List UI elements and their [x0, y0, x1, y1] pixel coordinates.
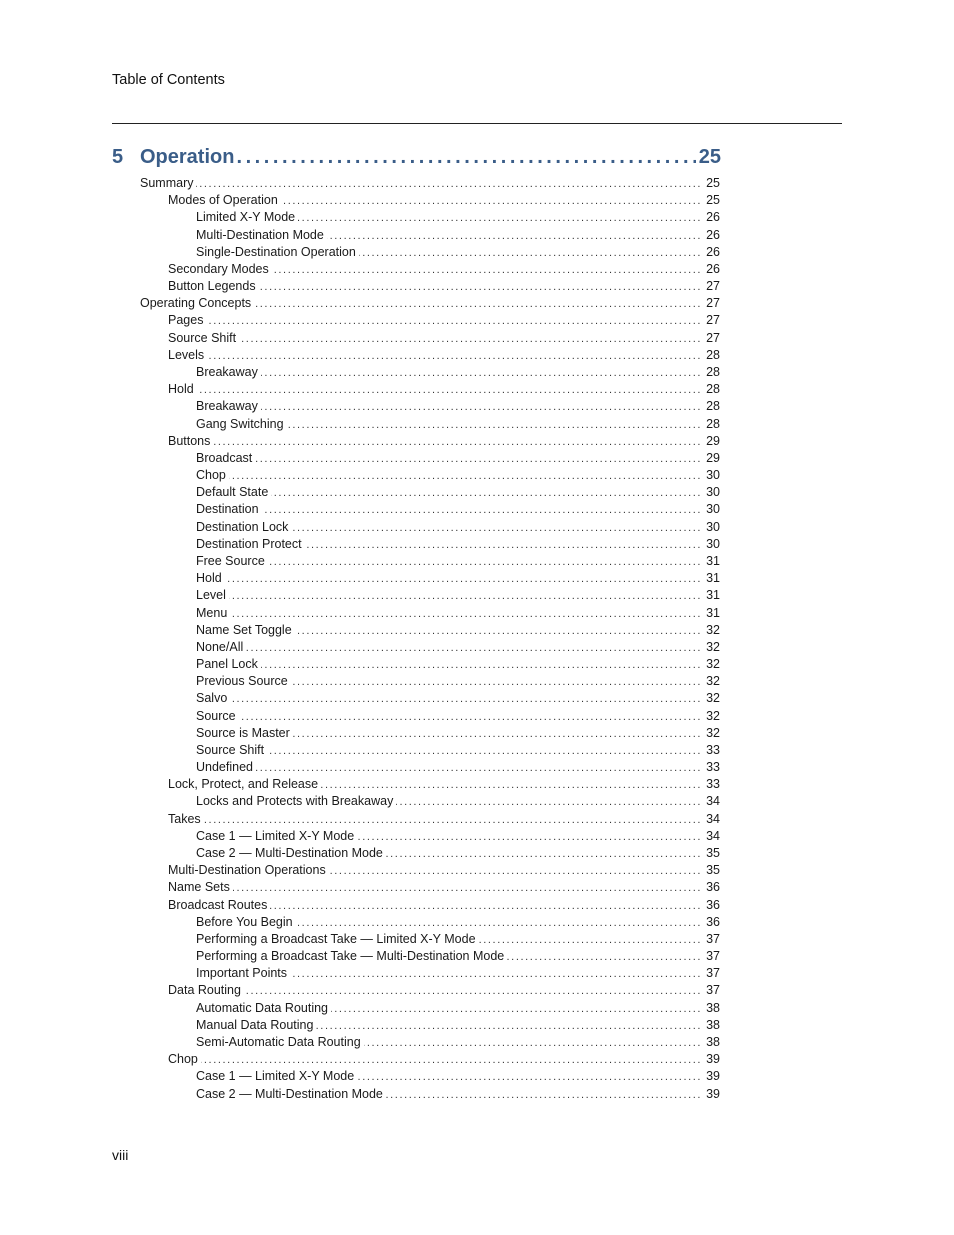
toc-entry[interactable]	[196, 1017, 720, 1034]
toc-entry[interactable]	[196, 656, 720, 673]
toc-entry-title: Important Points	[196, 966, 288, 981]
toc-entry[interactable]	[168, 982, 720, 999]
toc-entry-title: Pages	[168, 313, 204, 328]
toc-entry[interactable]	[196, 416, 720, 433]
toc-entry-page: 31	[706, 588, 720, 603]
dot-leader	[207, 348, 702, 364]
dot-leader	[270, 898, 702, 914]
dot-leader	[507, 949, 702, 965]
dot-leader	[329, 863, 702, 879]
toc-entry[interactable]	[196, 605, 720, 622]
toc-entry-title: Destination	[196, 502, 259, 517]
toc-entry[interactable]	[196, 759, 720, 776]
dot-leader	[364, 1035, 702, 1051]
toc-entry-title: Source	[196, 708, 236, 723]
toc-entry-title: Broadcast Routes	[168, 897, 268, 912]
dot-leader	[229, 468, 702, 484]
toc-entry[interactable]	[196, 639, 720, 656]
toc-entry-page: 25	[706, 176, 720, 190]
toc-entry-title: Source is Master	[196, 725, 290, 740]
toc-entry-page: 30	[706, 519, 720, 534]
toc-entry-page: 37	[706, 966, 720, 981]
chapter-page: 25	[698, 146, 721, 168]
toc-entry-page: 32	[706, 639, 720, 654]
toc-entry-title: Gang Switching	[196, 416, 284, 431]
toc-entry-page: 32	[706, 657, 720, 672]
toc-entry[interactable]	[196, 209, 720, 226]
toc-entry[interactable]	[196, 450, 720, 467]
dot-leader	[213, 434, 702, 450]
toc-entry-page: 39	[706, 1086, 720, 1101]
toc-entry[interactable]	[168, 879, 720, 896]
toc-entry-title: Menu	[196, 605, 228, 620]
dot-leader	[230, 606, 702, 622]
toc-entry-title: Semi-Automatic Data Routing	[196, 1035, 361, 1049]
toc-entry-page: 34	[706, 828, 720, 843]
toc-entry-page: 28	[706, 347, 720, 362]
toc-entry-page: 33	[706, 742, 720, 757]
dot-leader	[290, 966, 702, 982]
dot-leader	[267, 743, 702, 759]
dot-leader	[262, 502, 703, 518]
toc-entry[interactable]	[196, 793, 720, 810]
toc-entry-page: 33	[706, 777, 720, 792]
toc-entry-title: Case 1 — Limited X-Y Mode	[196, 1069, 355, 1084]
dot-leader	[261, 399, 702, 415]
toc-entry-page: 33	[706, 760, 720, 775]
toc-entry-page: 35	[706, 863, 720, 878]
toc-entry-title: Levels	[168, 347, 205, 362]
toc-entry-title: Takes	[168, 811, 201, 826]
dot-leader	[244, 983, 702, 999]
toc-entry-page: 27	[706, 330, 720, 345]
toc-entry[interactable]	[196, 364, 720, 381]
toc-entry-title: Manual Data Routing	[196, 1017, 314, 1032]
toc-entry[interactable]	[196, 622, 720, 639]
dot-leader	[293, 726, 702, 742]
toc-entry-title: Case 1 — Limited X-Y Mode	[196, 828, 355, 843]
toc-entry[interactable]	[196, 725, 720, 742]
toc-entry-page: 26	[706, 210, 720, 225]
toc-entry-page: 28	[706, 416, 720, 431]
dot-leader	[236, 144, 695, 170]
dot-leader	[229, 588, 702, 604]
toc-entry-page: 37	[706, 983, 720, 998]
toc-entry[interactable]	[196, 227, 720, 244]
toc-entry-title: Chop	[168, 1052, 198, 1067]
toc-entry[interactable]	[196, 1000, 720, 1017]
toc-entry[interactable]	[196, 587, 720, 604]
toc-entry-title: Panel Lock	[196, 657, 258, 672]
dot-leader	[239, 331, 702, 347]
toc-entry-title: Previous Source	[196, 674, 288, 689]
page-folio: viii	[112, 1147, 129, 1163]
toc-entry-page: 30	[706, 468, 720, 483]
toc-entry-title: Before You Begin	[196, 914, 293, 929]
dot-leader	[359, 245, 702, 261]
dot-leader	[479, 932, 703, 948]
toc-entry-page: 31	[706, 571, 720, 586]
dot-leader	[287, 417, 703, 433]
dot-leader	[261, 365, 702, 381]
toc-entry-title: Broadcast	[196, 450, 253, 465]
toc-entry-page: 32	[706, 708, 720, 723]
toc-entry-title: Case 2 — Multi-Destination Mode	[196, 846, 383, 861]
toc-entry-page: 29	[706, 433, 720, 448]
toc-entry-title: Level	[196, 588, 226, 603]
dot-leader	[272, 262, 702, 278]
toc-entry-title: Free Source	[196, 553, 265, 568]
toc-entry-title: Name Set Toggle	[196, 622, 292, 637]
toc-entry[interactable]	[168, 278, 720, 295]
dot-leader	[255, 451, 702, 467]
dot-leader	[291, 674, 702, 690]
toc-entry-page: 32	[706, 674, 720, 689]
toc-entry-title: Limited X-Y Mode	[196, 210, 296, 225]
toc-entry-page: 25	[706, 193, 720, 208]
toc-entry-title: Locks and Protects with Breakaway	[196, 794, 394, 809]
dot-leader	[261, 657, 702, 673]
toc-entry-page: 31	[706, 605, 720, 620]
toc-entry-title: Multi-Destination Mode	[196, 227, 324, 242]
running-head: Table of Contents	[112, 72, 225, 88]
dot-leader	[256, 760, 702, 776]
toc-entry-title: Lock, Protect, and Release	[168, 777, 319, 792]
toc-entry-title: Destination Lock	[196, 519, 289, 534]
toc-entry-title: Data Routing	[168, 983, 241, 998]
header-rule	[112, 123, 842, 124]
toc-entry[interactable]	[168, 330, 720, 347]
toc-entry-page: 30	[706, 485, 720, 500]
toc-entry-title: Hold	[196, 571, 222, 586]
toc-entry[interactable]	[168, 897, 720, 914]
dot-leader	[295, 623, 702, 639]
toc-entry[interactable]	[168, 811, 720, 828]
toc-entry-title: Performing a Broadcast Take — Limited X-Y Mode	[196, 931, 476, 946]
toc-entry[interactable]	[196, 931, 720, 948]
toc-entry-page: 36	[706, 880, 720, 895]
toc-entry-page: 38	[706, 1035, 720, 1049]
toc-entry-page: 34	[706, 794, 720, 809]
toc-entry[interactable]	[140, 295, 720, 312]
toc-entry[interactable]	[196, 536, 720, 553]
toc-entry[interactable]	[196, 398, 720, 415]
toc-entry[interactable]	[168, 381, 720, 398]
chapter-title: Operation	[140, 146, 235, 168]
toc-entry[interactable]	[168, 776, 720, 793]
dot-leader	[357, 829, 702, 845]
dot-leader	[196, 176, 702, 192]
toc-entry-title: None/All	[196, 639, 244, 654]
toc-entry[interactable]	[168, 1051, 720, 1068]
toc-entry-page: 32	[706, 725, 720, 740]
toc-entry-page: 36	[706, 914, 720, 929]
toc-entry-page: 30	[706, 536, 720, 551]
toc-entry-title: Case 2 — Multi-Destination Mode	[196, 1086, 383, 1101]
toc-entry[interactable]	[196, 501, 720, 518]
dot-leader	[296, 915, 702, 931]
toc-entry[interactable]	[168, 347, 720, 364]
dot-leader	[197, 382, 702, 398]
toc-entry-title: Button Legends	[168, 279, 256, 294]
dot-leader	[239, 709, 702, 725]
toc-entry-title: Multi-Destination Operations	[168, 863, 326, 878]
toc-entry[interactable]	[196, 570, 720, 587]
toc-entry-title: Undefined	[196, 760, 253, 775]
toc-entry-page: 27	[706, 279, 720, 294]
toc-entry-title: Destination Protect	[196, 536, 302, 551]
toc-entry-title: Buttons	[168, 433, 211, 448]
toc-entry-page: 30	[706, 502, 720, 517]
toc-entry[interactable]	[196, 914, 720, 931]
toc-entry-page: 39	[706, 1069, 720, 1084]
toc-entry-title: Single-Destination Operation	[196, 244, 356, 259]
toc-entry-page: 39	[706, 1052, 720, 1067]
dot-leader	[305, 537, 702, 553]
toc-entry-title: Default State	[196, 485, 269, 500]
toc-entry-title: Salvo	[196, 691, 228, 706]
toc-entry-page: 26	[706, 227, 720, 242]
toc-entry-page: 26	[706, 244, 720, 259]
toc-entry-title: Breakaway	[196, 364, 258, 379]
toc-entry-page: 34	[706, 811, 720, 826]
toc-entry-page: 26	[706, 261, 720, 276]
toc-entry[interactable]	[196, 828, 720, 845]
toc-entry-page: 28	[706, 382, 720, 397]
toc-entry[interactable]	[196, 1068, 720, 1085]
dot-leader	[204, 812, 702, 828]
toc-entry-page: 37	[706, 931, 720, 946]
dot-leader	[259, 279, 703, 295]
toc-entry-title: Performing a Broadcast Take — Multi-Destination Mode	[196, 949, 505, 964]
dot-leader	[357, 1069, 702, 1085]
toc-entry-page: 36	[706, 897, 720, 912]
toc-entry-page: 37	[706, 949, 720, 964]
toc-entry[interactable]	[196, 244, 720, 261]
dot-leader	[201, 1052, 702, 1068]
toc-entry[interactable]	[196, 845, 720, 862]
dot-leader	[206, 313, 702, 329]
toc-entry[interactable]	[196, 519, 720, 536]
toc-entry[interactable]	[196, 690, 720, 707]
toc-entry-page: 27	[706, 313, 720, 328]
dot-leader	[327, 228, 702, 244]
toc-entry-title: Secondary Modes	[168, 261, 269, 276]
toc-entry[interactable]	[196, 708, 720, 725]
chapter-heading[interactable]	[112, 144, 721, 170]
dot-leader	[233, 880, 702, 896]
toc-entry-title: Chop	[196, 468, 226, 483]
toc-entry-title: Name Sets	[168, 880, 230, 895]
toc-entry[interactable]	[196, 1034, 720, 1051]
toc-entry-page: 29	[706, 450, 720, 465]
toc-entry[interactable]	[168, 433, 720, 450]
toc-entry[interactable]	[196, 965, 720, 982]
toc-entry-title: Modes of Operation	[168, 193, 278, 208]
toc-entry-title: Breakaway	[196, 399, 258, 414]
toc-entry-title: Summary	[140, 176, 194, 190]
toc-entry[interactable]	[168, 192, 720, 209]
dot-leader	[386, 1087, 702, 1103]
dot-leader	[271, 485, 702, 501]
toc-entry[interactable]	[196, 467, 720, 484]
toc-entry-title: Source Shift	[168, 330, 237, 345]
dot-leader	[396, 794, 702, 810]
toc-entry[interactable]	[196, 553, 720, 570]
dot-leader	[246, 640, 702, 656]
dot-leader	[281, 193, 702, 209]
toc-entry-title: Automatic Data Routing	[196, 1000, 329, 1015]
dot-leader	[331, 1001, 702, 1017]
toc-entry-page: 35	[706, 846, 720, 861]
toc-entry-page: 28	[706, 399, 720, 414]
toc-entry[interactable]	[196, 484, 720, 501]
toc-entry[interactable]	[140, 175, 720, 192]
dot-leader	[268, 554, 702, 570]
dot-leader	[321, 777, 702, 793]
chapter-number: 5	[112, 146, 124, 168]
dot-leader	[225, 571, 702, 587]
dot-leader	[254, 296, 702, 312]
toc-entry-page: 28	[706, 364, 720, 379]
dot-leader	[291, 520, 702, 536]
toc-entry[interactable]	[196, 673, 720, 690]
toc-entry-page: 27	[706, 296, 720, 311]
toc-entry[interactable]	[168, 312, 720, 329]
toc-entry-title: Hold	[168, 382, 194, 397]
dot-leader	[230, 691, 702, 707]
toc-entry-page: 38	[706, 1000, 720, 1015]
dot-leader	[316, 1018, 702, 1034]
toc-entry-page: 38	[706, 1017, 720, 1032]
toc-entry[interactable]	[168, 261, 720, 278]
toc-entry-page: 31	[706, 553, 720, 568]
dot-leader	[298, 210, 702, 226]
toc-entry[interactable]	[196, 742, 720, 759]
dot-leader	[386, 846, 702, 862]
toc-entry[interactable]	[168, 862, 720, 879]
toc-entry-page: 32	[706, 622, 720, 637]
toc-entry[interactable]	[196, 948, 720, 965]
toc-entry[interactable]	[196, 1086, 720, 1103]
toc-entry-title: Operating Concepts	[140, 296, 252, 311]
toc-entry-title: Source Shift	[196, 742, 265, 757]
toc-entry-page: 32	[706, 691, 720, 706]
